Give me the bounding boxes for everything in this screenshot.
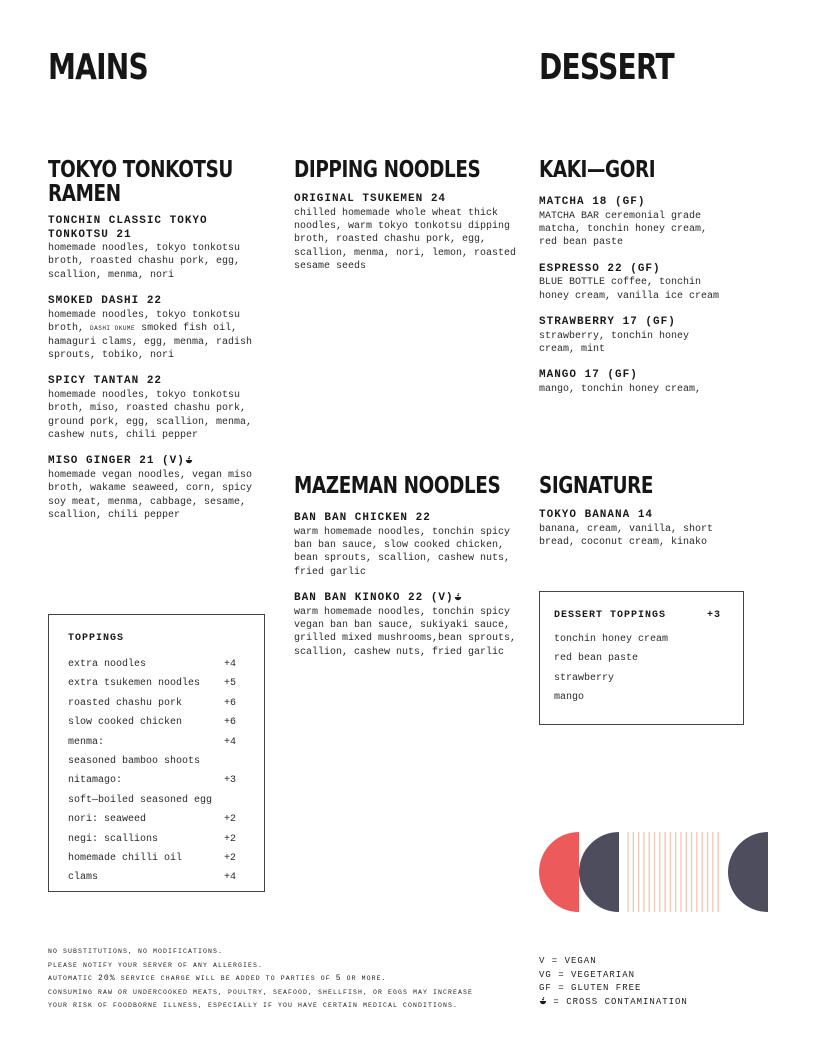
menu-item bbox=[539, 369, 724, 396]
toppings-box bbox=[48, 614, 265, 892]
dessert-topping-row: red bean paste bbox=[554, 653, 639, 665]
toppings-list bbox=[68, 655, 238, 888]
item-description: chilled homemade whole wheat thick noodles, warm tokyo tonkotsu dipping broth, roasted chashu pork, egg, scallion, menma, nori, lemon, roasted sesame seeds bbox=[294, 207, 517, 273]
item-description: BLUE BOTTLE coffee, tonchin honey cream, vanilla ice cream bbox=[539, 277, 720, 302]
topping-price: +4 bbox=[224, 659, 237, 670]
cross-contamination-icon bbox=[454, 593, 462, 601]
footer-line: YOUR RISK OF FOODBORNE ILLNESS, ESPECIALLY IF YOU HAVE CERTAIN MEDICAL CONDITIONS. bbox=[48, 1002, 459, 1009]
section-title-kakigori: KAKI—GORI bbox=[539, 157, 656, 183]
topping-row bbox=[68, 655, 238, 674]
section-title-signature: SIGNATURE bbox=[539, 473, 654, 499]
item-description: MATCHA BAR ceremonial grade matcha, tonchin honey cream, red bean paste bbox=[539, 210, 708, 249]
stripe-pattern bbox=[628, 832, 718, 912]
legend-gluten-free: GF = GLUTEN FREE bbox=[539, 983, 642, 993]
menu-item bbox=[539, 196, 724, 250]
topping-name: seasoned bamboo shoots bbox=[68, 756, 201, 768]
menu-item bbox=[539, 509, 719, 549]
item-name: TOKYO BANANA 14 bbox=[539, 509, 654, 521]
item-description: warm homemade noodles, tonchin spicy vegan ban ban sauce, sukiyaki sauce, grilled mixed mushrooms,bean sprouts, scallion, cashew nuts, fried garlic bbox=[294, 606, 517, 658]
topping-row bbox=[68, 694, 238, 713]
legend-cross-contamination: = CROSS CONTAMINATION bbox=[539, 996, 688, 1010]
item-name: BAN BAN CHICKEN 22 bbox=[294, 512, 431, 524]
coral-half-circle bbox=[539, 832, 579, 912]
menu-item bbox=[48, 215, 266, 282]
item-name: MANGO 17 (GF) bbox=[539, 369, 638, 382]
dessert-topping-row: tonchin honey cream bbox=[554, 634, 669, 645]
footer-line: CONSUMING RAW OR UNDERCOOKED MEATS, POULTRY, SEAFOOD, SHELLFISH, OR EGGS MAY INCREASE bbox=[48, 988, 474, 996]
topping-name: clams bbox=[68, 872, 99, 884]
item-description: mango, tonchin honey cream, bbox=[539, 383, 702, 395]
topping-price: +2 bbox=[224, 833, 237, 845]
topping-row bbox=[68, 733, 238, 752]
item-name: SPICY TANTAN 22 bbox=[48, 375, 163, 388]
topping-price bbox=[224, 791, 238, 810]
menu-item bbox=[294, 592, 520, 659]
topping-price bbox=[224, 752, 238, 771]
dessert-toppings-price: +3 bbox=[706, 610, 721, 621]
item-name: TONCHIN CLASSIC TOKYO TONKOTSU 21 bbox=[48, 215, 208, 241]
menu-item bbox=[294, 193, 524, 274]
section-title-mazeman: MAZEMAN NOODLES bbox=[294, 473, 501, 499]
topping-price: +5 bbox=[224, 678, 237, 690]
dessert-toppings-list bbox=[554, 630, 721, 708]
slate-half-circle bbox=[579, 832, 619, 912]
topping-name: homemade chilli oil bbox=[68, 853, 183, 865]
topping-price: +6 bbox=[224, 717, 237, 729]
cross-contamination-icon bbox=[185, 456, 193, 464]
topping-row bbox=[68, 868, 238, 887]
topping-row bbox=[68, 674, 238, 693]
topping-row bbox=[68, 771, 238, 790]
dessert-toppings-box bbox=[539, 591, 744, 725]
topping-name: extra tsukemen noodles bbox=[68, 678, 201, 690]
topping-row bbox=[68, 791, 238, 810]
item-description: banana, cream, vanilla, short bread, coconut cream, kinako bbox=[539, 523, 714, 548]
topping-price: +4 bbox=[224, 736, 237, 748]
legend-vegetarian: VG = VEGETARIAN bbox=[539, 969, 636, 980]
cross-contamination-icon bbox=[539, 997, 547, 1005]
item-name: STRAWBERRY 17 (GF) bbox=[539, 316, 676, 329]
menu-item bbox=[539, 316, 724, 356]
dessert-toppings-title: DESSERT TOPPINGS bbox=[554, 610, 667, 621]
item-description: homemade noodles, tokyo tonkotsu broth, DASHI OKUME smoked fish oil, hamaguri clams, egg, menma, radish sprouts, tobiko, nori bbox=[48, 309, 253, 361]
topping-row bbox=[68, 849, 238, 868]
menu-item bbox=[48, 375, 266, 442]
kakigori-list bbox=[539, 196, 724, 409]
item-description: homemade vegan noodles, vegan miso broth, wakame seaweed, corn, spicy soy meat, menma, cabbage, sesame, scallion, chili pepper bbox=[48, 469, 253, 522]
footer-line: PLEASE NOTIFY YOUR SERVER OF ANY ALLERGIES. bbox=[48, 961, 264, 969]
item-description: homemade noodles, tokyo tonkotsu broth, roasted chashu pork, egg, scallion, menma, nori bbox=[48, 243, 241, 281]
item-name: SMOKED DASHI 22 bbox=[48, 295, 163, 308]
item-description: homemade noodles, tokyo tonkotsu broth, miso, roasted chashu pork, ground pork, egg, scallion, menma, cashew nuts, chili pepper bbox=[48, 389, 253, 442]
section-title-tonkotsu: TOKYO TONKOTSU RAMEN bbox=[48, 157, 233, 207]
topping-name: menma: bbox=[68, 736, 105, 748]
menu-item bbox=[48, 295, 266, 362]
topping-name: slow cooked chicken bbox=[68, 717, 183, 729]
signature-list bbox=[539, 509, 719, 562]
topping-price: +6 bbox=[224, 697, 237, 709]
toppings-title: TOPPINGS bbox=[68, 633, 125, 644]
decorative-art bbox=[539, 832, 769, 914]
mains-heading: MAINS bbox=[48, 47, 148, 88]
topping-price: +2 bbox=[224, 853, 237, 865]
dessert-heading: DESSERT bbox=[539, 47, 674, 88]
item-description: warm homemade noodles, tonchin spicy ban ban sauce, slow cooked chicken, bean sprouts, scallion, cashew nuts, fried garlic bbox=[294, 526, 511, 578]
topping-price: +2 bbox=[224, 814, 237, 826]
menu-item bbox=[539, 263, 724, 303]
section-title-dipping: DIPPING NOODLES bbox=[294, 157, 481, 183]
topping-price: +3 bbox=[224, 775, 237, 787]
dessert-topping-row: strawberry bbox=[554, 672, 615, 684]
item-name: ORIGINAL TSUKEMEN 24 bbox=[294, 193, 447, 205]
legend-vegan: V = VEGAN bbox=[539, 956, 597, 966]
topping-name: extra noodles bbox=[68, 659, 147, 670]
item-name: MISO GINGER 21 (V) bbox=[48, 455, 266, 469]
topping-name: nitamago: bbox=[68, 775, 123, 787]
menu-item bbox=[294, 512, 520, 579]
item-description: strawberry, tonchin honey cream, mint bbox=[539, 330, 690, 355]
footer-line: AUTOMATIC 20% SERVICE CHARGE WILL BE ADDED TO PARTIES OF 5 OR MORE. bbox=[48, 974, 387, 983]
topping-row bbox=[68, 810, 238, 829]
item-name: MATCHA 18 (GF) bbox=[539, 196, 646, 208]
topping-price: +4 bbox=[224, 872, 237, 884]
topping-name: soft—boiled seasoned egg bbox=[68, 794, 213, 806]
item-name: ESPRESSO 22 (GF) bbox=[539, 262, 661, 275]
dipping-list bbox=[294, 193, 524, 287]
item-name: BAN BAN KINOKO 22 (V) bbox=[294, 592, 520, 606]
topping-name: roasted chashu pork bbox=[68, 697, 183, 709]
topping-row bbox=[68, 752, 238, 771]
dessert-toppings-header bbox=[554, 610, 721, 621]
footer-line: NO SUBSTITUTIONS, NO MODIFICATIONS. bbox=[48, 948, 224, 955]
dessert-topping-row: mango bbox=[554, 692, 585, 704]
slate-half-circle-right bbox=[728, 832, 768, 912]
footer-notes bbox=[48, 945, 473, 1013]
topping-name: negi: scallions bbox=[68, 833, 159, 845]
topping-name: nori: seaweed bbox=[68, 814, 147, 826]
menu-item bbox=[48, 455, 266, 522]
tonkotsu-list bbox=[48, 215, 266, 536]
dietary-legend bbox=[539, 955, 688, 1009]
topping-row bbox=[68, 713, 238, 732]
topping-row bbox=[68, 830, 238, 849]
mazeman-list bbox=[294, 512, 520, 672]
